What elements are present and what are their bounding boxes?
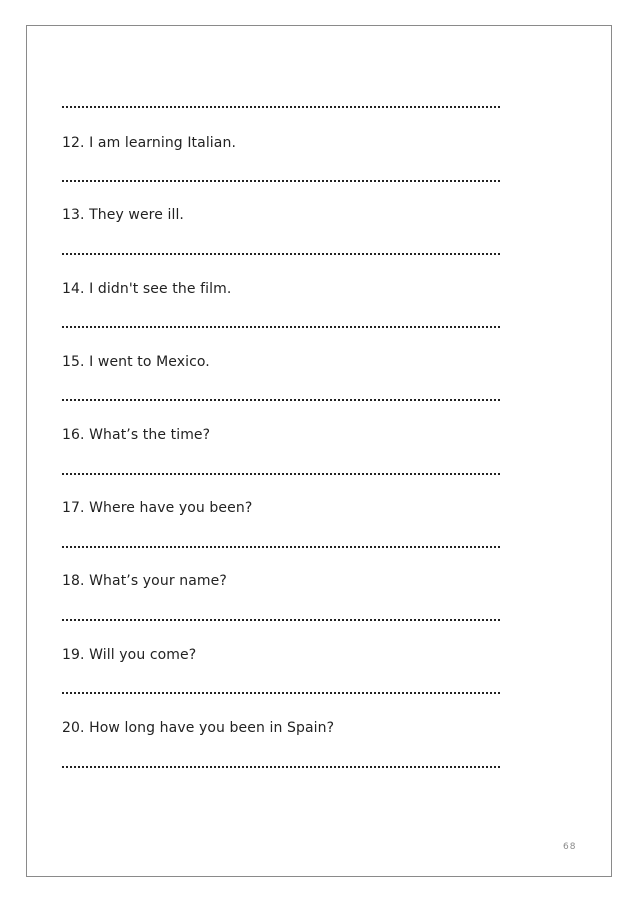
answer-line-15[interactable] xyxy=(62,399,500,401)
answer-line-17[interactable] xyxy=(62,546,500,548)
page-number: 68 xyxy=(563,842,577,852)
answer-line-14[interactable] xyxy=(62,326,500,328)
sentence-18: 18. What’s your name? xyxy=(62,573,227,589)
page-frame xyxy=(26,25,612,877)
answer-line-18[interactable] xyxy=(62,619,500,621)
answer-line-11[interactable] xyxy=(62,106,500,108)
sentence-16: 16. What’s the time? xyxy=(62,427,211,443)
answer-line-12[interactable] xyxy=(62,180,500,182)
answer-line-13[interactable] xyxy=(62,253,500,255)
answer-line-20[interactable] xyxy=(62,766,500,768)
answer-line-16[interactable] xyxy=(62,473,500,475)
sentence-19: 19. Will you come? xyxy=(62,647,197,663)
sentence-15: 15. I went to Mexico. xyxy=(62,354,210,370)
answer-line-19[interactable] xyxy=(62,692,500,694)
sentence-12: 12. I am learning Italian. xyxy=(62,135,237,151)
sentence-17: 17. Where have you been? xyxy=(62,500,253,516)
sentence-13: 13. They were ill. xyxy=(62,207,184,223)
sentence-14: 14. I didn't see the film. xyxy=(62,281,232,297)
sentence-20: 20. How long have you been in Spain? xyxy=(62,720,335,736)
